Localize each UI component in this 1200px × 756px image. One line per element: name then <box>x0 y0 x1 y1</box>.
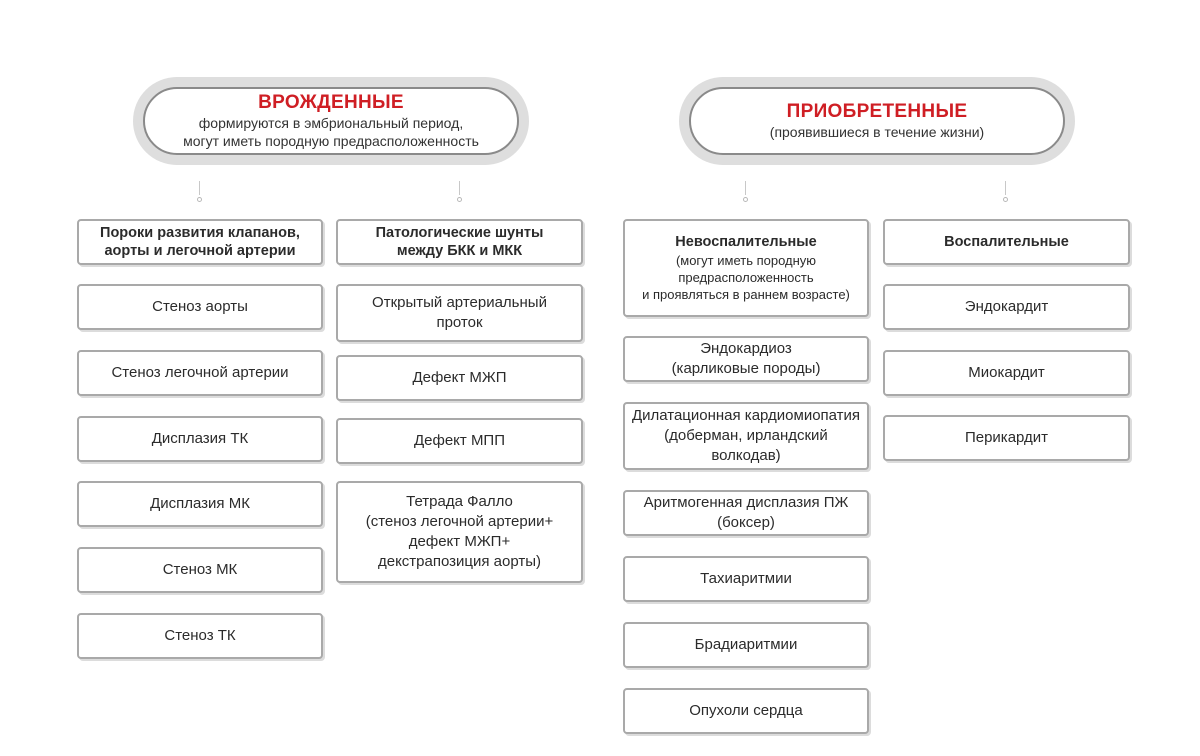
valves-item-label: Стеноз аорты <box>152 298 248 315</box>
congenital-subtitle-line-2: могут иметь породную предрасположенность <box>183 133 479 149</box>
congenital-category-pill-inner <box>143 87 519 155</box>
valves-item-pulmonary-stenosis <box>77 350 323 396</box>
connector-line-shunts <box>459 181 460 195</box>
shunts-item-tetralogy-of-fallot <box>336 481 583 583</box>
congenital-subtitle-line-1: формируются в эмбриональный период, <box>198 115 464 131</box>
valves-header-line-2: аорты и легочной артерии <box>104 243 296 259</box>
valves-item-tricuspid-stenosis <box>77 613 323 659</box>
congenital-title: ВРОЖДЕННЫЕ <box>258 92 404 113</box>
inflammatory-item-myocarditis <box>883 350 1130 396</box>
inflammatory-item-label: Эндокардит <box>964 298 1049 315</box>
noninflammatory-item-heart-tumors <box>623 688 869 734</box>
noninflammatory-item-endocardiosis <box>623 336 869 382</box>
valves-item-aortic-stenosis <box>77 284 323 330</box>
shunts-header-line-1: Патологические шунты <box>375 225 544 241</box>
shunts-item-line: Тетрада Фалло <box>406 493 513 510</box>
shunts-header-line-2: между БКК и МКК <box>396 243 523 259</box>
noninflammatory-item-label: Тахиаритмии <box>700 570 792 587</box>
noninflammatory-item-line: Эндокардиоз <box>700 340 792 357</box>
noninflammatory-header-note-line-3: и проявляться в раннем возрасте) <box>642 287 850 302</box>
shunts-item-asd <box>336 418 583 464</box>
noninflammatory-item-line: Аритмогенная дисплазия ПЖ <box>643 494 849 511</box>
connector-dot-noninflammatory <box>743 197 748 202</box>
connector-dot-inflammatory <box>1003 197 1008 202</box>
noninflammatory-item-label: Опухоли сердца <box>689 702 803 719</box>
valves-header-line-1: Пороки развития клапанов, <box>100 225 300 241</box>
shunts-item-line: проток <box>436 314 483 331</box>
connector-dot-shunts <box>457 197 462 202</box>
connector-dot-valves <box>197 197 202 202</box>
inflammatory-item-label: Миокардит <box>968 364 1045 381</box>
shunts-header-box <box>336 219 583 265</box>
shunts-item-line: дефект МЖП+ <box>408 533 511 550</box>
shunts-item-line: декстрапозиция аорты) <box>377 553 542 570</box>
valves-item-label: Стеноз ТК <box>164 627 236 644</box>
valves-item-tricuspid-dysplasia <box>77 416 323 462</box>
noninflammatory-item-line: (боксер) <box>717 514 775 531</box>
noninflammatory-header-note-line-2: предрасположенность <box>678 270 814 285</box>
valves-item-label: Дисплазия МК <box>150 495 250 512</box>
inflammatory-item-pericarditis <box>883 415 1130 461</box>
valves-item-mitral-dysplasia <box>77 481 323 527</box>
connector-line-noninflammatory <box>745 181 746 195</box>
noninflammatory-item-line: Дилатационная кардиомиопатия <box>631 407 861 424</box>
valves-item-label: Стеноз легочной артерии <box>111 364 289 381</box>
inflammatory-item-label: Перикардит <box>964 429 1049 446</box>
noninflammatory-header-box <box>623 219 869 317</box>
noninflammatory-item-dcm <box>623 402 869 470</box>
shunts-item-line: (стеноз легочной артерии+ <box>365 513 554 530</box>
noninflammatory-item-tachyarrhythmia <box>623 556 869 602</box>
shunts-item-line: Открытый артериальный <box>372 294 547 311</box>
connector-line-valves <box>199 181 200 195</box>
shunts-item-label: Дефект МЖП <box>412 369 507 386</box>
shunts-item-label: Дефект МПП <box>413 432 505 449</box>
acquired-title: ПРИОБРЕТЕННЫЕ <box>786 101 968 122</box>
noninflammatory-item-arvc <box>623 490 869 536</box>
acquired-subtitle-line-1: (проявившиеся в течение жизни) <box>769 124 985 140</box>
congenital-category-pill <box>133 77 529 165</box>
inflammatory-header-title: Воспалительные <box>944 233 1069 250</box>
valves-item-label: Дисплазия ТК <box>151 430 249 447</box>
noninflammatory-item-bradyarrhythmia <box>623 622 869 668</box>
acquired-category-pill <box>679 77 1075 165</box>
noninflammatory-item-line: (карликовые породы) <box>671 360 821 377</box>
noninflammatory-header-title: Невоспалительные <box>675 234 817 250</box>
acquired-category-pill-inner <box>689 87 1065 155</box>
inflammatory-item-endocarditis <box>883 284 1130 330</box>
noninflammatory-item-label: Брадиаритмии <box>694 636 798 653</box>
valves-header-box <box>77 219 323 265</box>
noninflammatory-item-line: (доберман, ирландский волкодав) <box>664 427 828 464</box>
valves-item-mitral-stenosis <box>77 547 323 593</box>
connector-line-inflammatory <box>1005 181 1006 195</box>
noninflammatory-header-note-line-1: (могут иметь породную <box>675 253 817 268</box>
inflammatory-header-box <box>883 219 1130 265</box>
shunts-item-pda <box>336 284 583 342</box>
valves-item-label: Стеноз МК <box>162 561 238 578</box>
shunts-item-vsd <box>336 355 583 401</box>
